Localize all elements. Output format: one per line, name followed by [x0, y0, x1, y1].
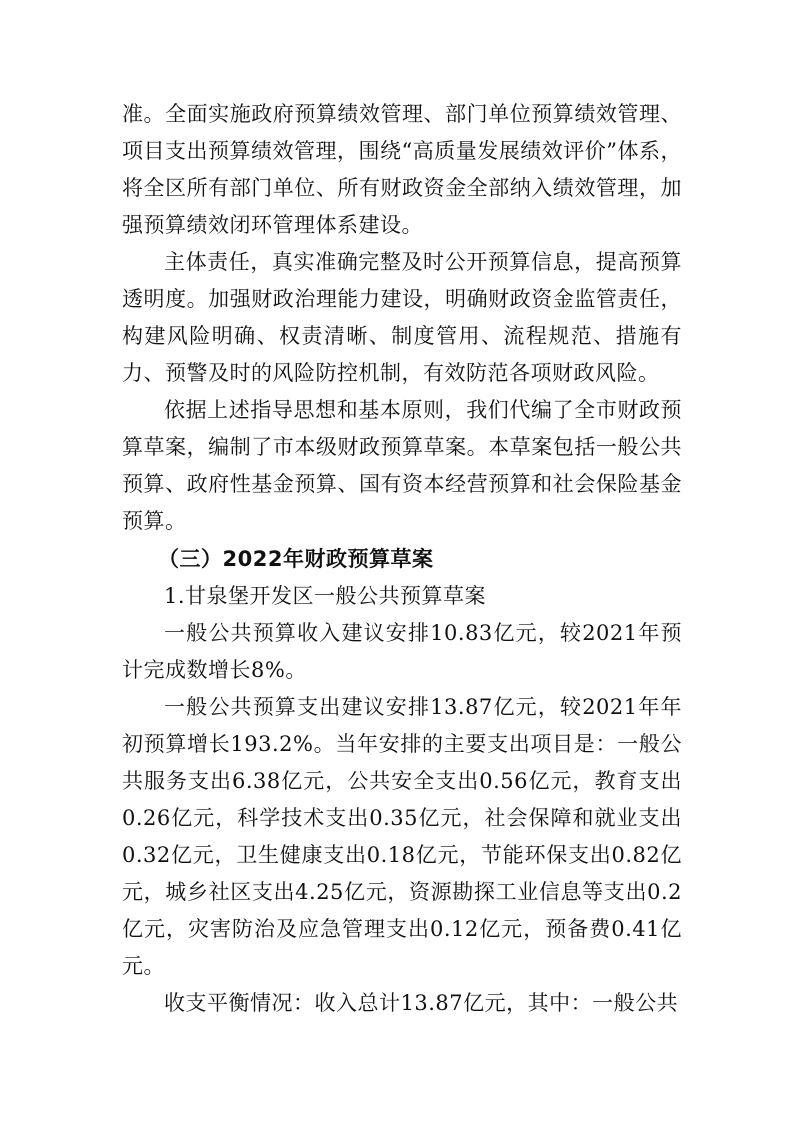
subsection-heading: 1.甘泉堡开发区一般公共预算草案	[164, 584, 487, 608]
section-heading: （三）2022年财政预算草案	[158, 547, 434, 571]
paragraph-basis: 依据上述指导思想和基本原则，我们代编了全市财政预算草案，编制了市本级财政预算草案。本草案包括一般公共预算、政府性基金预算、国有资本经营预算和社会保险基金预算。	[122, 398, 682, 533]
document-body	[122, 96, 682, 1022]
paragraph-expenditure: 一般公共预算支出建议安排13.87亿元，较2021年年初预算增长193.2%。当年安排的主要支出项目是：一般公共服务支出6.38亿元，公共安全支出0.56亿元，教育支出0.26亿元，科学技术支出0.35亿元，社会保障和就业支出0.32亿元，卫生健康支出0.18亿元，节能环保支出0.82亿元，城乡社区支出4.25亿元，资源勘探工业信息等支出0.2亿元，灾害防治及应急管理支出0.12亿元，预备费0.41亿元。	[122, 695, 682, 978]
paragraph-continuation: 准。全面实施政府预算绩效管理、部门单位预算绩效管理、项目支出预算绩效管理，围绕“高质量发展绩效评价”体系，将全区所有部门单位、所有财政资金全部纳入绩效管理，加强预算绩效闭环管理体系建设。	[122, 102, 682, 237]
paragraph-responsibility: 主体责任，真实准确完整及时公开预算信息，提高预算透明度。加强财政治理能力建设，明确财政资金监管责任，构建风险明确、权责清晰、制度管用、流程规范、措施有力、预警及时的风险防控机制，有效防范各项财政风险。	[122, 250, 682, 385]
paragraph-balance: 收支平衡情况：收入总计13.87亿元，其中：一般公共	[164, 991, 679, 1015]
paragraph-revenue: 一般公共预算收入建议安排10.83亿元，较2021年预计完成数增长8%。	[122, 621, 682, 682]
